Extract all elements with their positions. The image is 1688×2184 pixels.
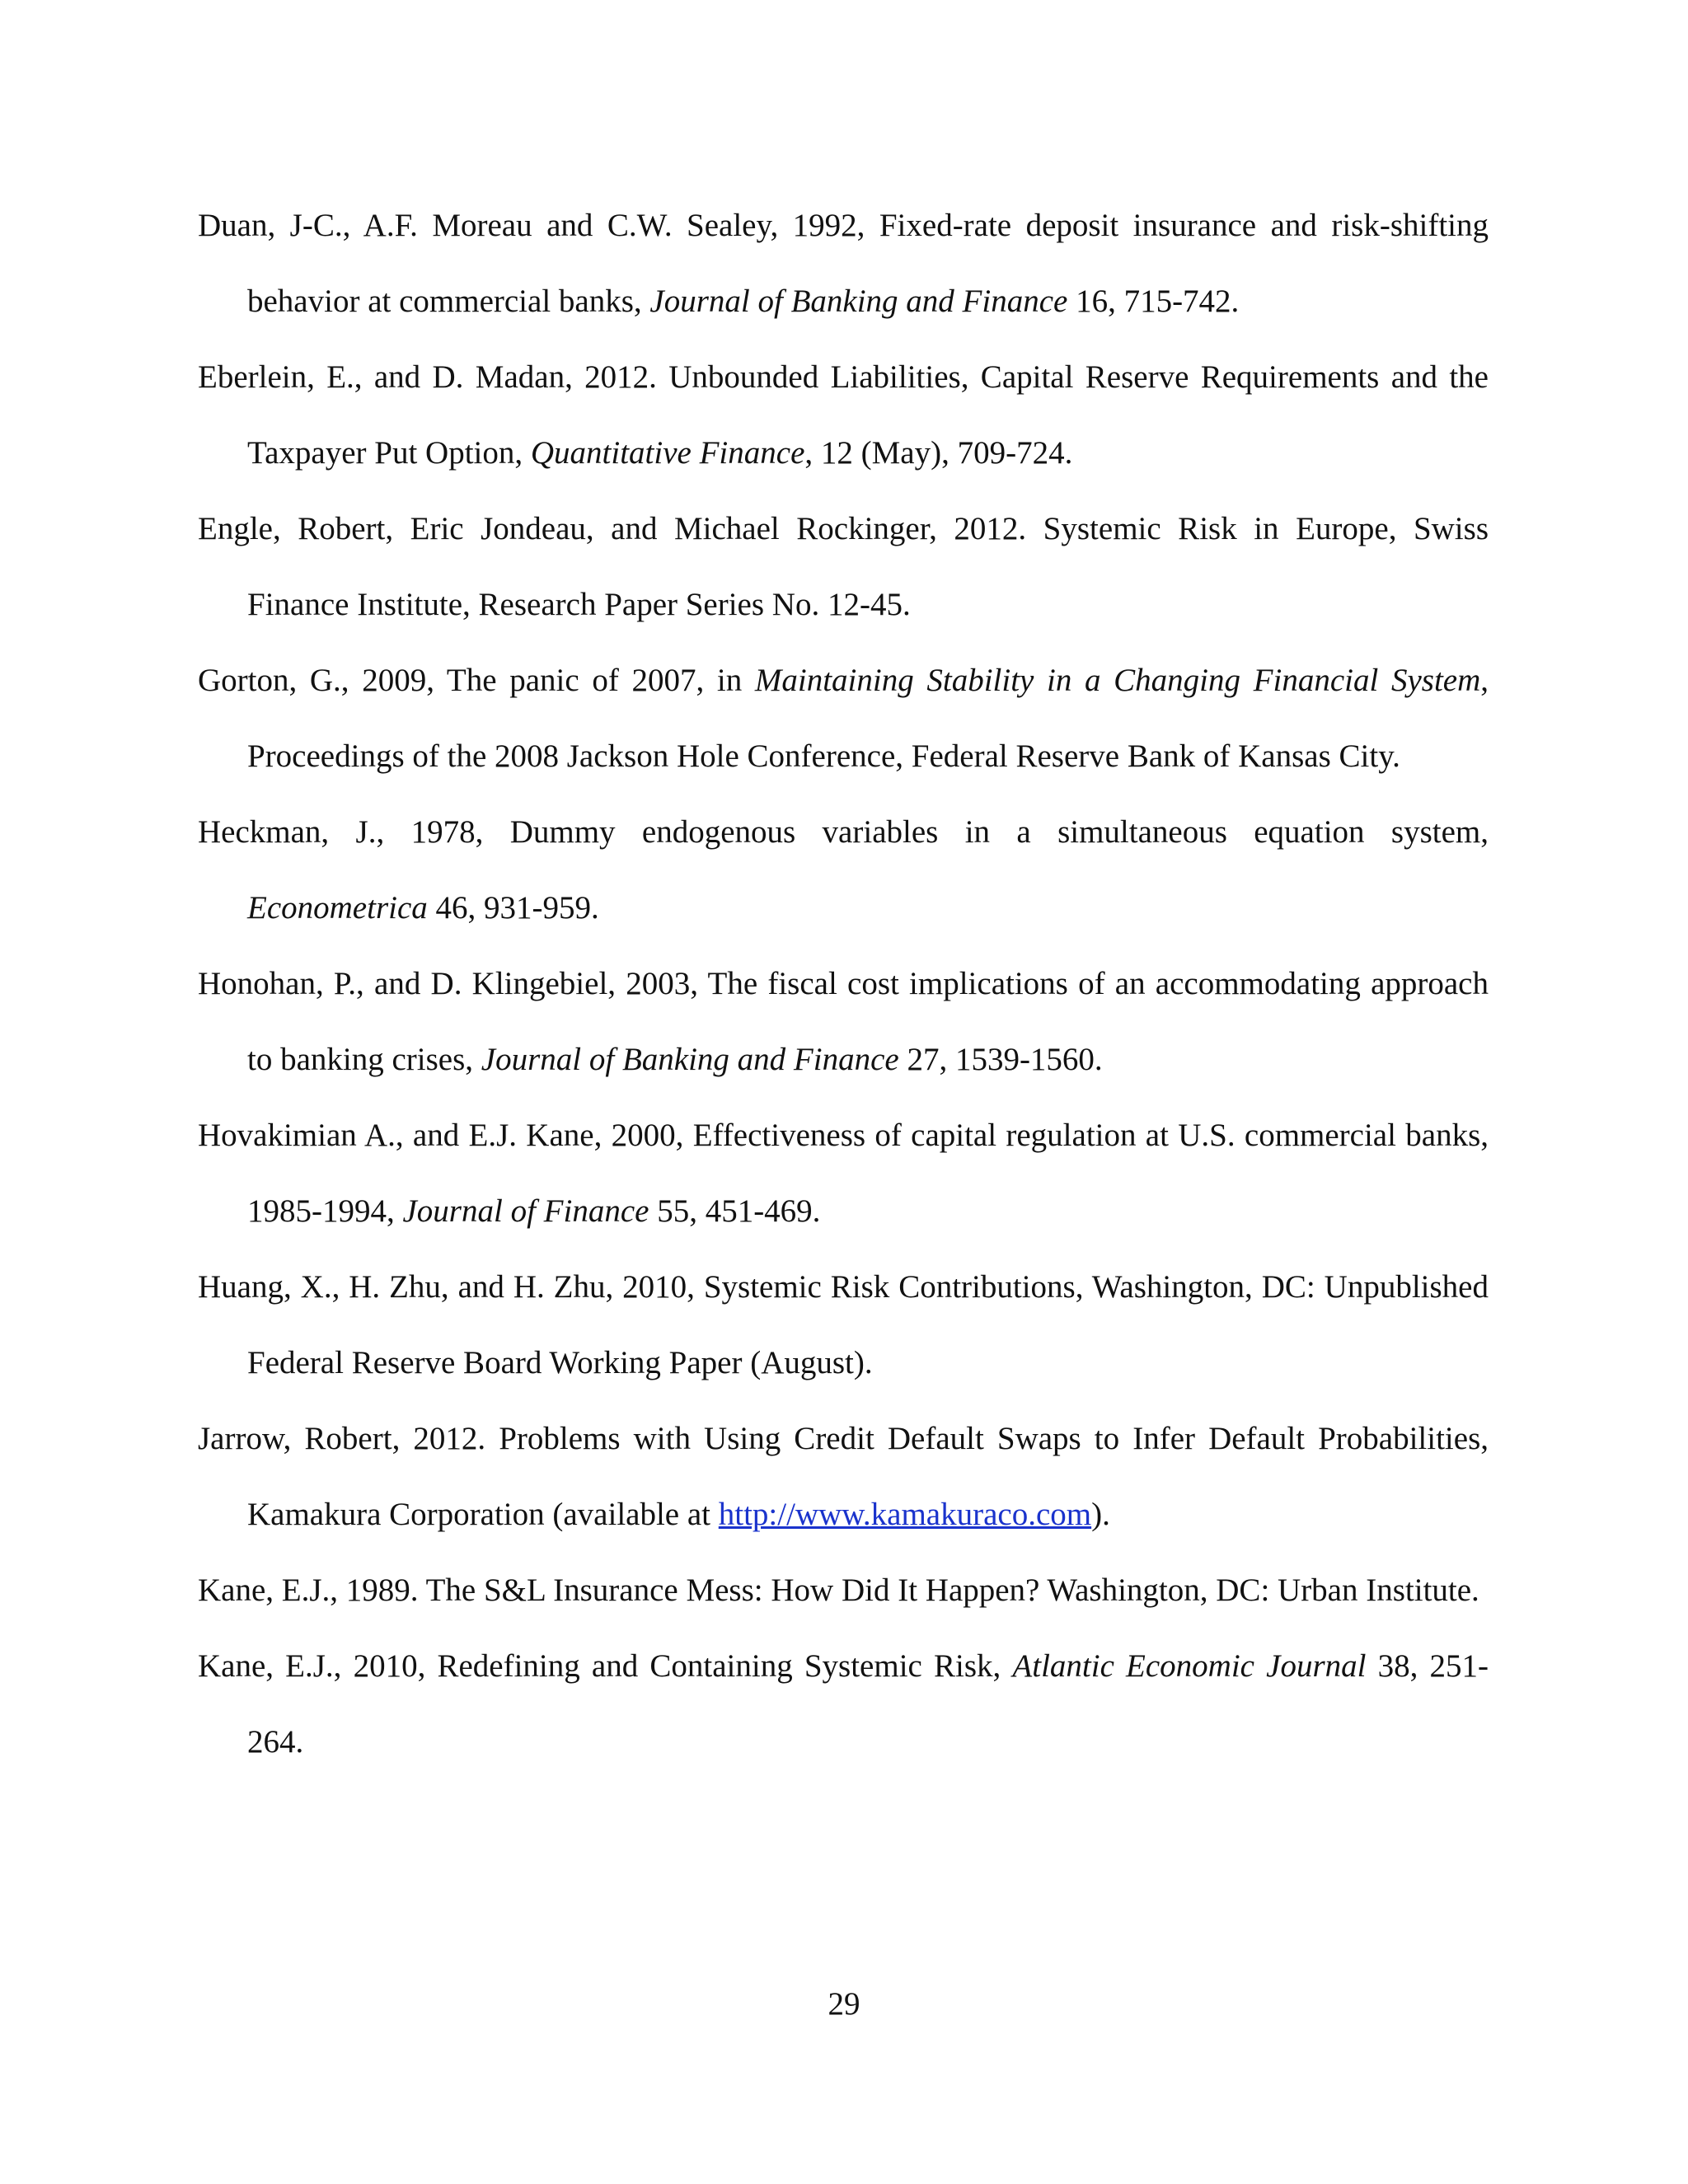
reference-text: , Proceedings of the 2008 Jackson Hole Conference, Federal Reserve Bank of Kansas City. <box>247 663 1489 774</box>
book-title: Maintaining Stability in a Changing Financial System <box>754 663 1481 698</box>
journal-title: Journal of Banking and Finance <box>481 1042 899 1077</box>
reference-text: , 12 (May), 709-724. <box>804 435 1073 471</box>
reference-text: Hovakimian A., and E.J. Kane, 2000, Effectiveness of capital regulation at U.S. commercial banks, 1985-1994, <box>198 1118 1489 1229</box>
reference-entry-kane-1989 <box>198 1553 1489 1629</box>
reference-text: ). <box>1091 1497 1110 1532</box>
reference-list <box>198 188 1489 1780</box>
reference-text: Honohan, P., and D. Klingebiel, 2003, The fiscal cost implications of an accommodating approach to banking crises, <box>198 966 1489 1077</box>
journal-title: Journal of Banking and Finance <box>649 284 1068 319</box>
reference-text: Gorton, G., 2009, The panic of 2007, in <box>198 663 755 698</box>
reference-text: 16, 715-742. <box>1067 284 1240 319</box>
reference-text: Eberlein, E., and D. Madan, 2012. Unbounded Liabilities, Capital Reserve Requirements and the Taxpayer Put Option, <box>198 359 1489 471</box>
reference-text: 55, 451-469. <box>649 1193 821 1229</box>
reference-text: Duan, J-C., A.F. Moreau and C.W. Sealey, 1992, Fixed-rate deposit insurance and risk-shifting behavior at commercial banks, <box>198 208 1489 319</box>
journal-title: Quantitative Finance <box>530 435 805 471</box>
reference-entry-jarrow <box>198 1401 1489 1553</box>
reference-text: Huang, X., H. Zhu, and H. Zhu, 2010, Systemic Risk Contributions, Washington, DC: Unpublished Federal Reserve Board Working Paper (August). <box>198 1269 1489 1380</box>
reference-entry-gorton <box>198 643 1489 794</box>
reference-entry-engle <box>198 491 1489 643</box>
reference-text: Engle, Robert, Eric Jondeau, and Michael Rockinger, 2012. Systemic Risk in Europe, Swiss Finance Institute, Research Paper Series No. 12-45. <box>198 511 1489 622</box>
reference-entry-eberlein <box>198 340 1489 491</box>
reference-text: 27, 1539-1560. <box>898 1042 1103 1077</box>
journal-title: Journal of Finance <box>402 1193 649 1229</box>
reference-entry-honohan <box>198 946 1489 1098</box>
kamakura-link[interactable]: http://www.kamakuraco.com <box>718 1497 1092 1532</box>
reference-entry-huang <box>198 1249 1489 1401</box>
journal-title: Atlantic Economic Journal <box>1012 1648 1367 1684</box>
journal-title: Econometrica <box>247 890 428 926</box>
reference-text: Heckman, J., 1978, Dummy endogenous variables in a simultaneous equation system, <box>198 814 1489 850</box>
reference-entry-hovakimian <box>198 1098 1489 1249</box>
page-number: 29 <box>828 1986 860 2022</box>
reference-text: Kane, E.J., 1989. The S&L Insurance Mess: How Did It Happen? Washington, DC: Urban Institute. <box>198 1572 1479 1608</box>
reference-text: 38, 251-264. <box>247 1648 1489 1760</box>
reference-text: Jarrow, Robert, 2012. Problems with Using Credit Default Swaps to Infer Default Probabilities, Kamakura Corporation (available at <box>198 1421 1489 1532</box>
reference-entry-kane-2010 <box>198 1629 1489 1780</box>
reference-entry-heckman <box>198 794 1489 946</box>
reference-text: Kane, E.J., 2010, Redefining and Containing Systemic Risk, <box>198 1648 1013 1684</box>
reference-entry-duan <box>198 188 1489 340</box>
reference-text: 46, 931-959. <box>427 890 599 926</box>
